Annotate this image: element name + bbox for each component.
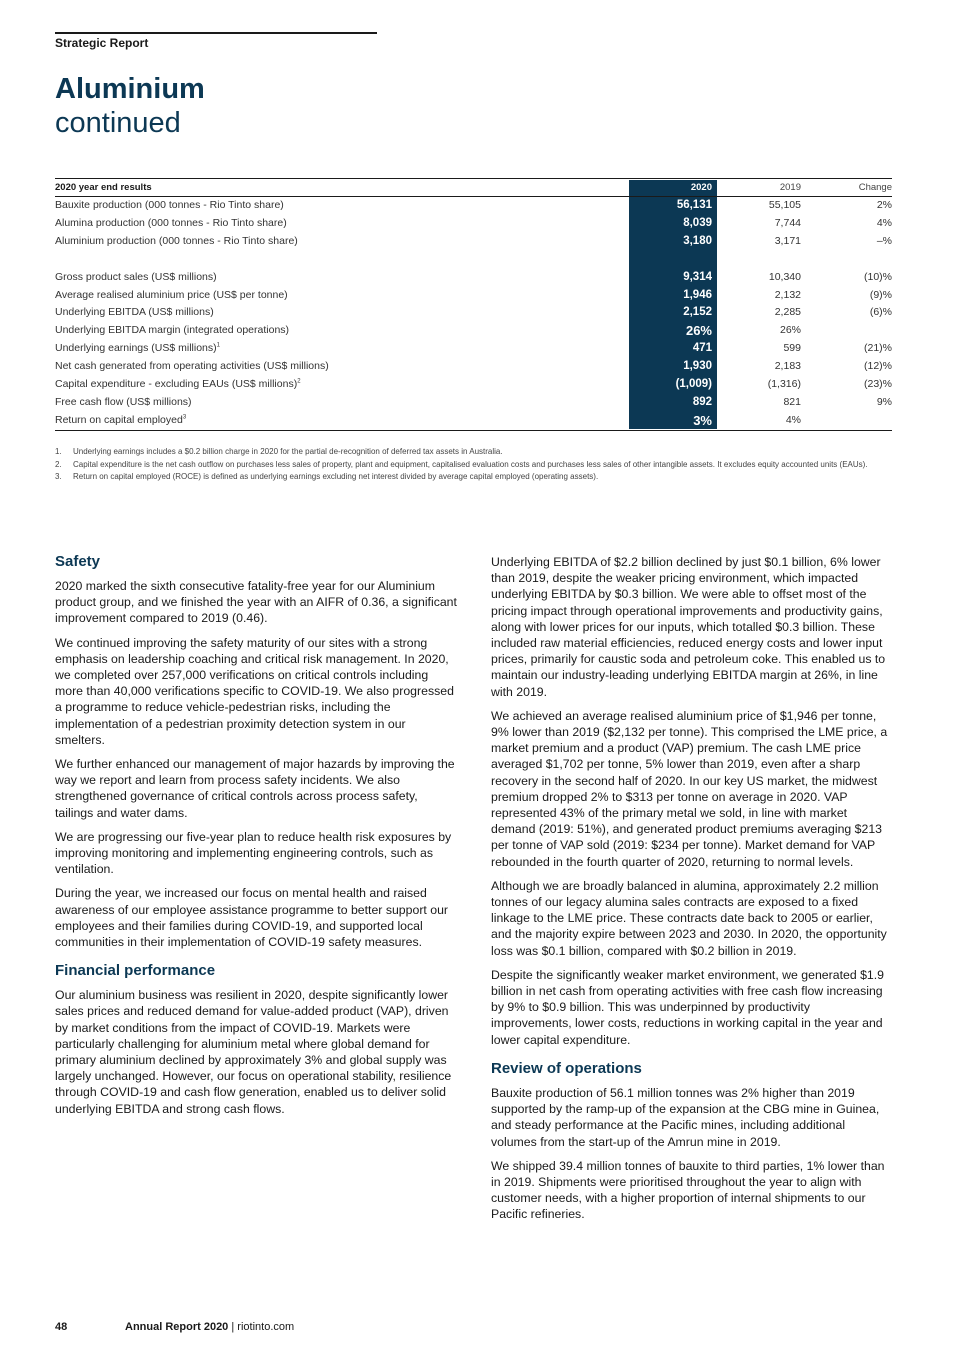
header-change: Change xyxy=(858,182,892,193)
row-change: 4% xyxy=(876,216,892,229)
results-table xyxy=(55,178,892,431)
table-row xyxy=(55,269,892,287)
row-value-2020: 892 xyxy=(692,395,712,408)
row-change: (23)% xyxy=(863,378,892,391)
header-2019: 2019 xyxy=(779,182,801,193)
row-value-2020: 3,180 xyxy=(683,234,712,247)
row-value-2019: 10,340 xyxy=(768,270,801,283)
table-body xyxy=(55,179,892,430)
footnote-ref: 3 xyxy=(182,414,187,421)
footnote xyxy=(55,460,895,471)
row-value-2019: (1,316) xyxy=(767,378,801,391)
row-value-2019: 2,183 xyxy=(774,360,801,373)
table-row xyxy=(55,394,892,412)
row-label-text: Return on capital employed xyxy=(55,413,183,426)
right-column xyxy=(491,554,893,1231)
operations-paragraph: Bauxite production of 56.1 million tonnes was 2% higher than 2019 supported by the ramp-up of the expansion at the CBG mine in Guinea, and steady performance at the Pacific mines, including additional volumes from the start-up of the Amrun mine in 2019. xyxy=(491,1085,880,1149)
row-value-2020: 9,314 xyxy=(683,270,712,283)
row-label xyxy=(55,340,220,358)
row-label: Net cash generated from operating activities (US$ millions) xyxy=(55,360,329,373)
row-change: 2% xyxy=(876,199,892,211)
row-label: Bauxite production (000 tonnes - Rio Tinto share) xyxy=(55,199,284,211)
row-value-2020: 56,131 xyxy=(676,199,712,211)
table-row xyxy=(55,376,892,394)
safety-paragraph: 2020 marked the sixth consecutive fatality-free year for our Aluminium product group, and we finished the year with an AIFR of 0.36, a significant improvement compared to 2019 (0.46). xyxy=(55,579,457,626)
row-value-2020: 8,039 xyxy=(683,216,712,229)
row-value-2020: 2,152 xyxy=(683,306,712,319)
financial-performance-heading: Financial performance xyxy=(55,962,216,980)
row-value-2019: 7,744 xyxy=(774,216,801,229)
row-label: Alumina production (000 tonnes - Rio Tinto share) xyxy=(55,216,287,229)
safety-paragraph: We further enhanced our management of major hazards by improving the way we report and learn from process safety incidents. We also strengthened governance of critical controls across process safety, tailings and water dams. xyxy=(55,757,455,820)
financial-paragraph: Our aluminium business was resilient in 2020, despite significantly lower sales prices and reduced demand for value-added product (VAP), driven by market conditions from the impact of COVID-19. Markets were particularly challenging for aluminium metal where global demand for primary aluminium declined by approximately 3% and global supply was largely unchanged. However, our focus on operational stability, resilience through COVID-19 and cash flow generation, enabled us to deliver solid underlying EBITDA and strong cash flows. xyxy=(55,988,452,1116)
row-label: Gross product sales (US$ millions) xyxy=(55,270,217,283)
operations-paragraph: We shipped 39.4 million tonnes of bauxite to third parties, 1% lower than in 2019. Shipments were prioritised throughout the year to align with customer needs, with a higher proportion of internal shipments to our Pacific refineries. xyxy=(491,1158,885,1222)
row-change: (12)% xyxy=(863,360,892,373)
footnote-number: 1. xyxy=(55,447,62,456)
table-row xyxy=(55,197,892,215)
row-label xyxy=(55,412,186,430)
left-column xyxy=(55,552,457,1125)
row-change: –% xyxy=(876,234,892,247)
footnote-ref: 2 xyxy=(297,378,301,385)
footnotes xyxy=(55,447,895,485)
row-label-text: Underlying earnings (US$ millions) xyxy=(55,342,217,355)
row-label: Underlying EBITDA (US$ millions) xyxy=(55,306,214,319)
row-value-2019: 3,171 xyxy=(774,234,801,247)
table-row xyxy=(55,304,892,322)
footnote-text: Return on capital employed (ROCE) is defined as underlying earnings excluding net interest divided by average capital employed (operating assets). xyxy=(73,472,599,481)
footnote xyxy=(55,472,895,483)
table-header-row xyxy=(55,179,892,197)
footnote-text: Underlying earnings includes a $0.2 billion charge in 2020 for the partial de-recognition of deferred tax assets in Australia. xyxy=(73,447,503,456)
row-change: (6)% xyxy=(869,306,892,319)
row-value-2019: 4% xyxy=(785,413,801,426)
row-value-2019: 55,105 xyxy=(768,199,801,211)
row-label: Free cash flow (US$ millions) xyxy=(55,395,192,408)
row-value-2020: 1,930 xyxy=(683,360,712,373)
footnote-number: 2. xyxy=(55,459,62,469)
footnote-ref: 1 xyxy=(216,342,220,349)
table-row xyxy=(55,358,892,376)
row-value-2019: 2,285 xyxy=(774,306,801,319)
section-rule xyxy=(55,32,377,34)
row-label xyxy=(55,376,301,394)
table-spacer-row xyxy=(55,251,892,269)
row-label: Average realised aluminium price (US$ per tonne) xyxy=(55,288,288,301)
footnote-text: Capital expenditure is the net cash outflow on purchases less sales of property, plant and equipment, capitalised evaluation costs and purchases less sales of other intangible assets. It excludes equity accounted units (EAUs). xyxy=(73,459,868,469)
footnote xyxy=(55,447,895,458)
row-value-2019: 26% xyxy=(779,324,801,337)
page-subtitle: continued xyxy=(55,107,181,139)
financial-paragraph: Despite the significantly weaker market environment, we generated $1.9 billion in net cash from operating activities with free cash flow increasing by 9% to $0.9 billion. This was underpinned by productivity improvements, lower costs, reductions in working capital in the year and lower capital expenditure. xyxy=(491,967,885,1047)
financial-paragraph: We achieved an average realised aluminium price of $1,946 per tonne, 9% lower than 2019 ($2,132 per tonne). This comprised the LME price, a market premium and a product (VAP) premium. The cash LME price averaged $1,702 per tonne, 5% lower than 2019, even after a sharp recovery in the second half of 2020. In our key US market, the midwest premium dropped 2% to $313 per tonne on average in 2020. VAP represented 43% of the primary metal we sold, in line with market demand (2019: 51%), and generated product premiums averaging $213 per tonne of VAP sold (2019: $234 per tonne). Market demand for VAP rebounded in the fourth quarter of 2020, returning to normal levels. xyxy=(491,708,888,869)
row-change: 9% xyxy=(876,395,892,408)
table-row xyxy=(55,340,892,358)
safety-paragraph: During the year, we increased our focus on mental health and raised awareness of our employee assistance programme to better support our employees and their families during COVID-19, and supported local communities in their implementation of COVID-19 safety measures. xyxy=(55,886,449,950)
table-row xyxy=(55,233,892,251)
row-label: Underlying EBITDA margin (integrated operations) xyxy=(55,324,290,337)
row-value-2020: 3% xyxy=(693,412,712,428)
review-of-operations-heading: Review of operations xyxy=(491,1059,642,1077)
row-value-2019: 599 xyxy=(783,342,801,355)
footer-separator: | xyxy=(231,1321,235,1333)
footer-report xyxy=(125,1321,294,1333)
row-value-2020: 26% xyxy=(685,323,712,339)
table-row xyxy=(55,287,892,305)
safety-paragraph: We are progressing our five-year plan to reduce health risk exposures by improving monitoring and implementing engineering controls, such as ventilation. xyxy=(55,829,452,877)
row-value-2020: (1,009) xyxy=(675,378,712,391)
page-title: Aluminium xyxy=(55,73,205,105)
row-value-2020: 1,946 xyxy=(683,288,712,301)
financial-paragraph: Although we are broadly balanced in alumina, approximately 2.2 million tonnes of our legacy alumina sales contracts are exposed to a fixed linkage to the LME price. These contracts date back to 2005 or earlier, and the majority expire between 2023 and 2030. In 2020, the opportunity loss was $0.1 billion, compared with $0.2 billion in 2019. xyxy=(491,878,887,958)
table-row xyxy=(55,412,892,430)
header-2020: 2020 xyxy=(690,182,712,193)
table-bottom-rule xyxy=(55,430,892,431)
website-link[interactable]: riotinto.com xyxy=(237,1321,295,1333)
page-number: 48 xyxy=(55,1321,68,1333)
report-name: Annual Report 2020 xyxy=(125,1321,229,1333)
footnote-number: 3. xyxy=(55,472,62,481)
header-label: 2020 year end results xyxy=(55,182,152,193)
row-label: Aluminium production (000 tonnes - Rio Tinto share) xyxy=(55,234,298,247)
row-change: (10)% xyxy=(863,270,892,283)
row-change: (21)% xyxy=(863,342,892,355)
section-label: Strategic Report xyxy=(55,36,149,50)
safety-paragraph: We continued improving the safety maturity of our sites with a strong emphasis on leadership coaching and critical risk management. In 2020, we completed over 257,000 verifications on critical controls including more than 40,000 verifications specific to COVID-19. We also progressed a programme to reduce vehicle-pedestrian risks, including the implementation of a pedestrian proximity detection system in our smelters. xyxy=(55,635,454,747)
table-row xyxy=(55,322,892,340)
table-row xyxy=(55,215,892,233)
row-value-2019: 2,132 xyxy=(774,288,801,301)
row-value-2019: 821 xyxy=(783,395,801,408)
row-value-2020: 471 xyxy=(692,342,712,355)
row-change: (9)% xyxy=(869,288,892,301)
financial-paragraph: Underlying EBITDA of $2.2 billion declined by just $0.1 billion, 6% lower than 2019, despite the weaker pricing environment, which impacted underlying EBITDA by $0.3 billion. We were able to offset most of the pricing impact through operational improvements and productivity gains, along with lower prices for our inputs, which totalled $0.3 billion. These included raw material efficiencies, reduced energy costs and lower input prices, primarily for caustic soda and petroleum coke. This enabled us to maintain our industry-leading underlying EBITDA margin at 26%, in line with 2019. xyxy=(491,555,886,699)
row-label-text: Capital expenditure - excluding EAUs (US$ millions) xyxy=(55,378,298,391)
safety-heading: Safety xyxy=(55,553,101,570)
